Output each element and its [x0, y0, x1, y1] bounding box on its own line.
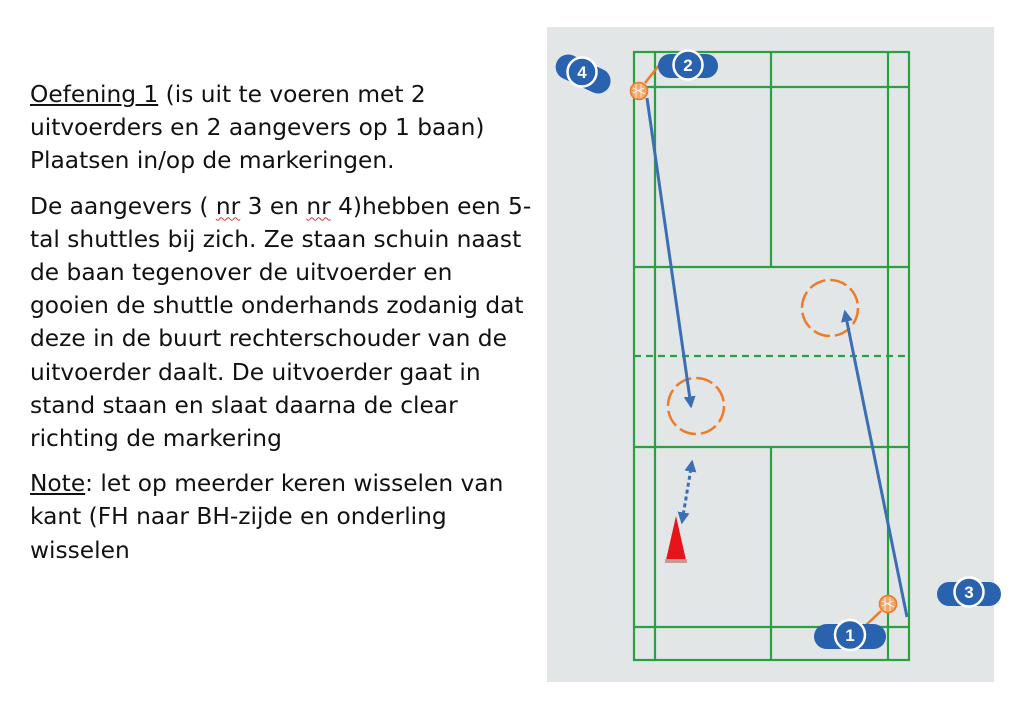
feeders-text-2: 3 en — [240, 192, 307, 220]
note-text: : let op meerder keren wisselen van kant (FH naar BH-zijde en onderling wisselen — [30, 470, 504, 564]
player-2 — [658, 51, 718, 80]
spelling-flagged-word: nr — [215, 192, 241, 220]
exercise-title: Oefening 1 — [30, 81, 159, 108]
player-2-number: 2 — [683, 56, 693, 75]
player-1-number: 1 — [845, 626, 855, 645]
note-title: Note — [30, 470, 86, 498]
player-3-number: 3 — [964, 583, 974, 602]
exercise-intro: (is uit te voeren met 2 uitvoerders en 2 aangevers op 1 baan) Plaatsen in/op de markeringen. — [30, 81, 485, 175]
feeders-text-1: De aangevers ( — [30, 192, 216, 220]
spelling-flagged-word: nr — [306, 192, 331, 220]
player-1 — [814, 620, 886, 650]
player-4-number: 4 — [577, 63, 587, 82]
feeders-text-3: 4)hebben een 5-tal shuttles bij zich. Ze staan schuin naast de baan tegenover de uitvoerder en gooien de shuttle onderhands zodanig dat deze in de buurt rechterschouder van de uitvoerder daalt. De uitvoerder gaat in stand staan en slaat daarna de clear richting de markering — [30, 192, 532, 453]
